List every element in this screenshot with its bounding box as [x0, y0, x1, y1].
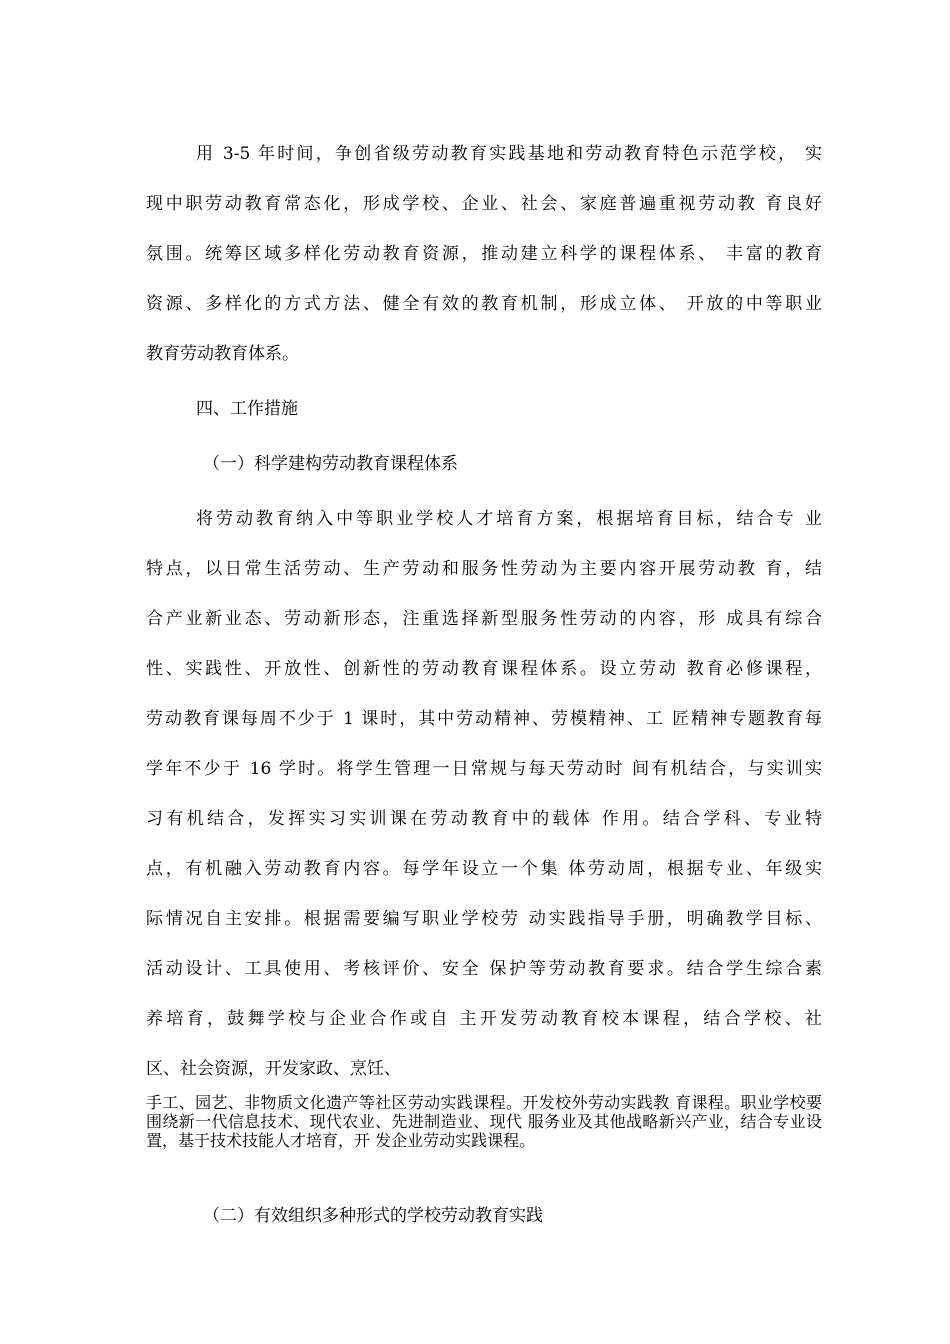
paragraph-2-line-7: 习有机结合，发挥实习实训课在劳动教育中的载体 作用。结合学科、专业特 — [146, 809, 822, 829]
paragraph-1-line-4: 资源、多样化的方式方法、健全有效的教育机制，形成立体、 开放的中等职业 — [146, 294, 822, 314]
paragraph-1-line-1: 用 3-5 年时间，争创省级劳动教育实践基地和劳动教育特色示范学校， 实 — [196, 144, 822, 164]
paragraph-3: 手工、园艺、非物质文化遗产等社区劳动实践课程。开发校外劳动实践教 育课程。职业学校要围绕新一代信息技术、现代农业、先进制造业、现代 服务业及其他战略新兴产业，结合专业设置，基于技术技能人才培育，开 发企业劳动实践课程。 — [146, 1093, 822, 1150]
paragraph-2-line-12: 区、社会资源，开发家政、烹饪、 — [146, 1059, 401, 1079]
paragraph-2-line-10: 活动设计、工具使用、考核评价、安全 保护等劳动教育要求。结合学生综合素 — [146, 959, 822, 979]
paragraph-2-line-11: 养培育，鼓舞学校与企业合作或自 主开发劳动教育校本课程，结合学校、社 — [146, 1009, 822, 1029]
subsection-heading-1: （一）科学建构劳动教育课程体系 — [203, 454, 458, 474]
paragraph-2-line-5: 劳动教育课每周不少于 1 课时，其中劳动精神、劳模精神、工 匠精神专题教育每 — [146, 709, 822, 729]
paragraph-2-line-6: 学年不少于 16 学时。将学生管理一日常规与每天劳动时 间有机结合，与实训实 — [146, 759, 822, 779]
paragraph-1-line-2: 现中职劳动教育常态化，形成学校、企业、社会、家庭普遍重视劳动教 育良好 — [146, 194, 822, 214]
paragraph-2-line-3: 合产业新业态、劳动新形态，注重选择新型服务性劳动的内容，形 成具有综合 — [146, 609, 822, 629]
paragraph-2-line-9: 际情况自主安排。根据需要编写职业学校劳 动实践指导手册，明确教学目标、 — [146, 909, 822, 929]
subsection-heading-2: （二）有效组织多种形式的学校劳动教育实践 — [203, 1206, 543, 1226]
paragraph-1-line-5: 教育劳动教育体系。 — [146, 344, 299, 364]
section-heading-4: 四、工作措施 — [196, 399, 298, 419]
paragraph-2-line-1: 将劳动教育纳入中等职业学校人才培育方案，根据培育目标，结合专 业 — [196, 509, 822, 529]
paragraph-2-line-2: 特点，以日常生活劳动、生产劳动和服务性劳动为主要内容开展劳动教 育，结 — [146, 559, 822, 579]
paragraph-2-line-8: 点，有机融入劳动教育内容。每学年设立一个集 体劳动周，根据专业、年级实 — [146, 859, 822, 879]
paragraph-2-line-4: 性、实践性、开放性、创新性的劳动教育课程体系。设立劳动 教育必修课程， — [146, 659, 822, 679]
paragraph-1-line-3: 氛围。统筹区域多样化劳动教育资源，推动建立科学的课程体系、 丰富的教育 — [146, 244, 822, 264]
